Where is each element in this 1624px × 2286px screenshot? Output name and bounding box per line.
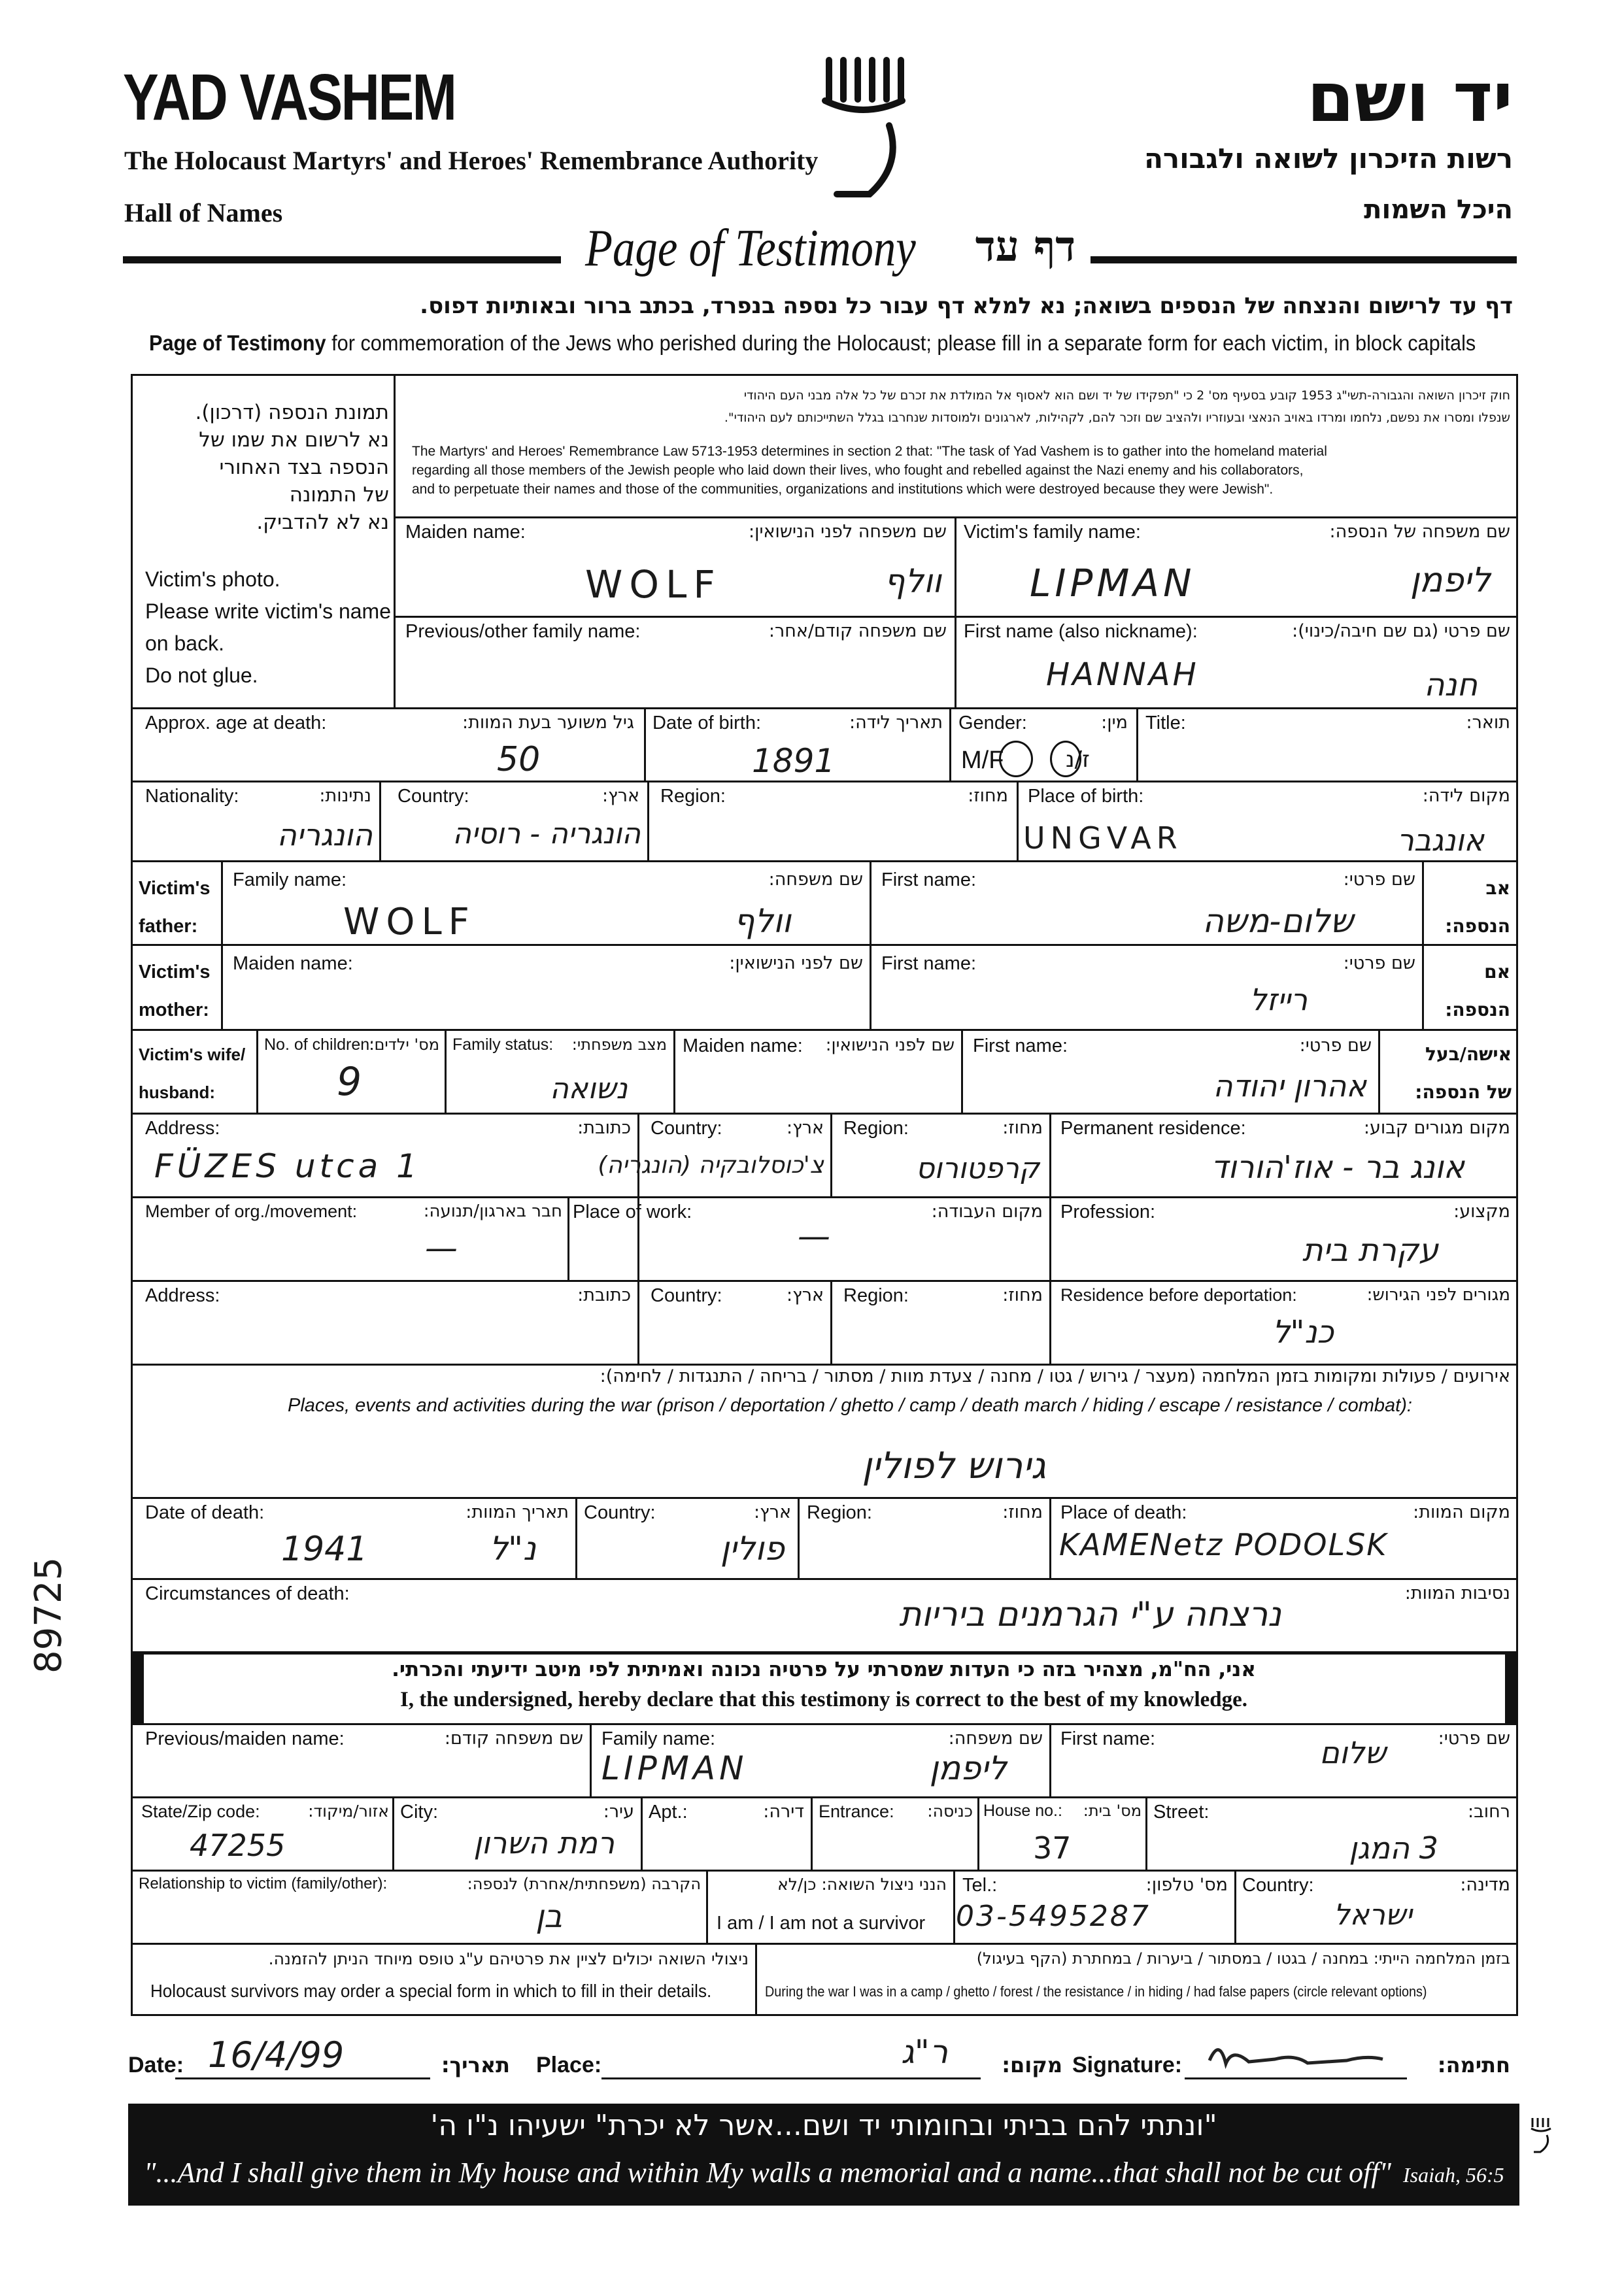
- dob-value[interactable]: 1891: [752, 742, 836, 780]
- rule-row-death-top: [131, 1497, 1518, 1499]
- mother-row-label-en: [139, 953, 211, 1029]
- pob-value-en[interactable]: UNGVAR: [1023, 820, 1183, 856]
- mother-row-en-1: Victim's: [139, 962, 211, 983]
- father-row-he-2: הנספה:: [1445, 915, 1510, 937]
- rule-zip-1: [392, 1796, 394, 1870]
- rule-age-1: [644, 707, 646, 781]
- authority-he: רשות הזיכרון לשואה ולגבורה: [1144, 143, 1513, 175]
- rule-rel-1: [706, 1870, 708, 1943]
- hall-of-names-en: Hall of Names: [124, 198, 283, 227]
- maiden-name-value-he[interactable]: וולף: [884, 562, 941, 600]
- banner-he: "ונתתי להם בביתי ובחומותי יד ושם...אשר לא יכרת" ישעיהו נ"ו ה': [430, 2109, 1217, 2142]
- circ-label-en: Circumstances of death:: [145, 1583, 350, 1604]
- mother-maiden-label-he: שם לפני הנישואין:: [729, 953, 863, 973]
- sub-family-value-he[interactable]: ליפמן: [929, 1749, 1007, 1787]
- rule-spouse-4: [961, 1029, 963, 1113]
- date-label-he: תאריך:: [441, 2053, 510, 2077]
- work-label-he: מקום העבודה:: [931, 1202, 1043, 1222]
- photo-en-2: Please write victim's name: [145, 599, 391, 623]
- photo-he-3: הנספה בצד האחורי: [219, 456, 389, 479]
- rule-row-war-top: [131, 1364, 1518, 1366]
- house-label-he: מס' בית:: [1083, 1802, 1142, 1820]
- house-value[interactable]: 37: [1033, 1830, 1072, 1866]
- spouse-first-label-he: שם פרטי:: [1299, 1035, 1372, 1056]
- date-value[interactable]: 16/4/99: [208, 2034, 345, 2076]
- sub-first-label-en: First name:: [1060, 1728, 1156, 1749]
- children-value[interactable]: 9: [337, 1059, 362, 1105]
- country-value[interactable]: הונגריה - רוסיה: [452, 817, 641, 850]
- member-value[interactable]: —: [425, 1229, 458, 1267]
- house-label-en: House no.:: [983, 1802, 1062, 1820]
- mother-row-he-1: אם: [1484, 961, 1510, 983]
- addr2-region-label-he: מחוז:: [1002, 1285, 1043, 1305]
- death-date-value-he[interactable]: נ"ל: [489, 1530, 536, 1568]
- age-label-en: Approx. age at death:: [145, 713, 327, 733]
- gender-female-circle: [999, 741, 1033, 777]
- rule-addr1-2: [830, 1113, 832, 1196]
- banner-en: "...And I shall give them in My house and within My walls a memorial and a name...that shall not be cut off": [144, 2157, 1391, 2189]
- mother-row-label-he: [1425, 953, 1510, 1029]
- children-label-en: No. of children:: [264, 1035, 375, 1054]
- spouse-first-label-en: First name:: [973, 1035, 1068, 1056]
- family-name-label-he: שם משפחה של הנספה:: [1329, 522, 1510, 542]
- street-label-en: Street:: [1153, 1802, 1210, 1823]
- spouse-maiden-label-he: שם לפני הנישואין:: [825, 1035, 955, 1055]
- city-value[interactable]: רמת השרון: [473, 1825, 615, 1860]
- sub-country-label-he: מדינה:: [1460, 1875, 1510, 1895]
- pob-value-he[interactable]: אונגבר: [1396, 822, 1484, 858]
- mother-first-label-he: שם פרטי:: [1343, 953, 1415, 973]
- addr1-region-label-en: Region:: [843, 1118, 909, 1139]
- gender-he-circle: [1050, 741, 1081, 777]
- rule-zip-4: [977, 1796, 979, 1870]
- death-place-label-en: Place of death:: [1060, 1502, 1187, 1523]
- war-status-en: During the war I was in a camp / ghetto / forest / the resistance / in hiding / had false papers (circle relevant options): [765, 1983, 1427, 2000]
- intro-he: דף עד לרישום והנצחה של הנספים בשואה; נא למלא דף עבור כל נספה בנפרד, בכתב ברור ובאותיות דפוס.: [420, 293, 1513, 319]
- before-deport-label-en: Residence before deportation:: [1060, 1285, 1297, 1305]
- entrance-label-en: Entrance:: [819, 1802, 894, 1821]
- region-label-he: מחוז:: [968, 786, 1008, 806]
- death-date-value[interactable]: 1941: [281, 1530, 368, 1569]
- rel-value[interactable]: בן: [535, 1898, 562, 1935]
- spouse-row-en-2: husband:: [139, 1083, 215, 1102]
- rule-row-zip-top: [131, 1796, 1518, 1798]
- death-country-label-he: ארץ:: [754, 1502, 791, 1522]
- rule-age-3: [1136, 707, 1138, 781]
- death-country-value[interactable]: פולין: [720, 1530, 785, 1568]
- mother-row-he-2: הנספה:: [1445, 999, 1510, 1020]
- first-name-value-he[interactable]: חנה: [1424, 667, 1478, 703]
- banner-en-wrap: [144, 2156, 1504, 2189]
- rule-note-1: [755, 1943, 757, 2016]
- profession-value[interactable]: עקרת בית: [1302, 1232, 1438, 1269]
- sub-family-label-he: שם משפחה:: [948, 1728, 1043, 1749]
- zip-value[interactable]: 47255: [190, 1828, 286, 1863]
- spouse-row-he-2: של הנספה:: [1415, 1081, 1512, 1103]
- addr2-country-label-en: Country:: [651, 1285, 722, 1306]
- addr1-country-value[interactable]: צ'כוסלובקיה (הונגריה): [598, 1152, 824, 1179]
- profession-label-en: Profession:: [1060, 1202, 1156, 1222]
- work-value[interactable]: —: [798, 1217, 830, 1255]
- rule-row-addr2-top: [131, 1280, 1518, 1282]
- sub-prev-label-he: שם משפחה קודם:: [444, 1728, 583, 1749]
- death-place-value[interactable]: KAMENetz PODOLSK: [1059, 1527, 1388, 1562]
- children-label-he: מס' ילדים:: [369, 1035, 439, 1054]
- spouse-row-he-1: אישה/בעל: [1425, 1043, 1512, 1065]
- rule-row-member-top: [131, 1196, 1518, 1198]
- mother-first-label-en: First name:: [881, 953, 977, 974]
- maiden-name-label-en: Maiden name:: [405, 522, 526, 543]
- family-status-value[interactable]: נשואה: [550, 1072, 628, 1105]
- photo-instructions-en: [145, 563, 391, 692]
- title-label-he: תואר:: [1466, 713, 1510, 733]
- apt-label-en: Apt.:: [649, 1802, 688, 1823]
- rule-rel-2: [953, 1870, 955, 1943]
- law-en-1: The Martyrs' and Heroes' Remembrance Law 5713-1953 determines in section 2 that: "The task of Yad Vashem is to gather into the homeland material: [412, 444, 1327, 459]
- rel-label-he: הקרבה (משפחתית/אחרת) לנספה:: [467, 1875, 701, 1893]
- before-deport-value[interactable]: כנ"ל: [1272, 1314, 1334, 1351]
- declaration-en: I, the undersigned, hereby declare that this testimony is correct to the best of my knowledge.: [399, 1688, 1248, 1711]
- banner-ref: Isaiah, 56:5: [1402, 2163, 1504, 2187]
- rule-row-father-top: [131, 860, 1518, 862]
- hall-of-names-he: היכל השמות: [1364, 195, 1513, 225]
- father-family-value-en[interactable]: WOLF: [343, 901, 476, 943]
- photo-en-1: Victim's photo.: [145, 567, 280, 591]
- age-label-he: גיל משוער בעת המוות:: [462, 713, 634, 733]
- dob-label-he: תאריך לידה:: [849, 713, 943, 733]
- gender-label-en: Gender:: [958, 713, 1027, 733]
- addr1-region-value[interactable]: קרפטורוס: [915, 1152, 1040, 1185]
- place-label-en: Place:: [536, 2053, 602, 2077]
- father-first-label-en: First name:: [881, 869, 977, 890]
- nationality-value[interactable]: הונגריה: [277, 817, 373, 852]
- first-name-value-en[interactable]: HANNAH: [1046, 656, 1199, 693]
- rule-death-2: [798, 1497, 800, 1578]
- death-date-label-en: Date of death:: [145, 1502, 265, 1523]
- rule-sub-1: [590, 1723, 592, 1796]
- street-value[interactable]: 3 המגן: [1349, 1830, 1438, 1866]
- death-country-label-en: Country:: [584, 1502, 656, 1523]
- sub-family-label-en: Family name:: [601, 1728, 716, 1749]
- mother-row-en-2: mother:: [139, 1000, 209, 1020]
- maiden-name-label-he: שם משפחה לפני הנישואין:: [749, 522, 947, 542]
- tel-label-he: מס' טלפון:: [1145, 1875, 1228, 1895]
- family-name-label-en: Victim's family name:: [964, 522, 1141, 543]
- work-label-en: Place of work:: [573, 1202, 692, 1222]
- first-name-label-en: First name (also nickname):: [964, 621, 1198, 642]
- age-value[interactable]: 50: [497, 740, 541, 779]
- yad-vashem-logo: [817, 54, 909, 204]
- spouse-row-en-1: Victim's wife/: [139, 1045, 246, 1064]
- country-label-he: ארץ:: [602, 786, 639, 806]
- before-deport-label-he: מגורים לפני הגירוש:: [1366, 1285, 1510, 1305]
- survivors-note-he: ניצולי השואה יכולים לציין את פרטיהם ע"ג טופס מיוחד הניתן להזמנה.: [268, 1949, 749, 1968]
- family-status-label-en: Family status:: [452, 1035, 554, 1054]
- declaration-band-right: [1505, 1651, 1518, 1724]
- rule-zip-5: [1145, 1796, 1147, 1870]
- member-label-en: Member of org./movement:: [145, 1202, 358, 1221]
- death-region-label-en: Region:: [807, 1502, 872, 1523]
- perm-residence-value[interactable]: אונג בר - אוז'הורוד: [1211, 1149, 1464, 1186]
- rule-row-age-top: [131, 707, 1518, 709]
- org-name-he: יד ושם: [1307, 58, 1513, 137]
- mother-first-value[interactable]: רייזל: [1249, 982, 1308, 1017]
- death-region-label-he: מחוז:: [1002, 1502, 1043, 1522]
- addr2-label-en: Address:: [145, 1285, 220, 1306]
- law-en-2: regarding all those members of the Jewish people who laid down their lives, who fought and rebelled against the Nazi enemy and his collaborators,: [412, 463, 1304, 478]
- spouse-row-label-en: [139, 1035, 245, 1111]
- rule-declaration-top: [131, 1651, 1518, 1655]
- rule-nat-3: [1017, 781, 1019, 860]
- photo-he-1: תמונת הנספה (דרכון).: [195, 401, 389, 424]
- rule-declaration-bottom: [131, 1723, 1518, 1725]
- zip-label-he: אזור/מיקוד:: [308, 1802, 389, 1821]
- spouse-maiden-label-en: Maiden name:: [683, 1035, 803, 1056]
- city-label-en: City:: [400, 1802, 438, 1823]
- survivors-note-en: Holocaust survivors may order a special form in which to fill in their details.: [150, 1981, 712, 2001]
- sub-country-value[interactable]: ישראל: [1333, 1898, 1412, 1932]
- prev-name-label-en: Previous/other family name:: [405, 621, 641, 642]
- perm-residence-label-he: מקום מגורים קבוע:: [1363, 1118, 1510, 1138]
- apt-label-he: דירה:: [763, 1802, 804, 1822]
- rule-age-2: [949, 707, 951, 781]
- rule-spouse-3: [673, 1029, 675, 1113]
- photo-he-5: נא לא להדביק.: [256, 511, 389, 534]
- addr1-label-en: Address:: [145, 1118, 220, 1139]
- page-title-en: Page of Testimony: [585, 220, 916, 277]
- law-en-3: and to perpetuate their names and those of the communities, organizations and institutions which were destroyed because they were Jewish".: [412, 482, 1274, 497]
- rule-zip-2: [641, 1796, 643, 1870]
- rule-nat-2: [647, 781, 649, 860]
- photo-he-4: של התמונה: [289, 483, 389, 507]
- rule-rel-3: [1234, 1870, 1236, 1943]
- addr2-label-he: כתובת:: [577, 1285, 631, 1305]
- rule-spouse-5: [1378, 1029, 1380, 1113]
- region-label-en: Region:: [660, 786, 726, 807]
- rule-spouse-2: [445, 1029, 447, 1113]
- war-value[interactable]: גירוש לפולין: [862, 1445, 1046, 1487]
- addr1-region-label-he: מחוז:: [1002, 1118, 1043, 1138]
- addr1-value[interactable]: FÜZES utca 1: [154, 1147, 421, 1185]
- org-name-en: YAD VASHEM: [123, 61, 456, 134]
- perm-residence-label-en: Permanent residence:: [1060, 1118, 1246, 1139]
- spouse-first-value[interactable]: אהרון יהודה: [1213, 1068, 1366, 1103]
- war-status-he: בזמן המלחמה הייתי: במחנה / בגטו / במסתור / ביערות / במחתרת (הקף בעיגול): [976, 1949, 1510, 1968]
- place-value[interactable]: ר"ג: [901, 2033, 948, 2071]
- signature-label-en: Signature:: [1072, 2053, 1183, 2077]
- authority-en: The Holocaust Martyrs' and Heroes' Remembrance Authority: [124, 146, 819, 175]
- father-first-label-he: שם פרטי:: [1343, 869, 1415, 890]
- title-rule-left: [123, 256, 561, 263]
- rule-zip-3: [811, 1796, 813, 1870]
- place-underline: [601, 2077, 981, 2079]
- rel-label-en: Relationship to victim (family/other):: [139, 1875, 388, 1892]
- declaration-band-left: [131, 1651, 144, 1724]
- addr1-country-label-en: Country:: [651, 1118, 722, 1139]
- rule-nat-1: [379, 781, 381, 860]
- intro-en: [149, 331, 1476, 356]
- death-date-label-he: תאריך המוות:: [465, 1502, 569, 1522]
- title-label-en: Title:: [1145, 713, 1186, 733]
- family-name-value-en[interactable]: LIPMAN: [1030, 561, 1196, 605]
- father-row-he-1: אב: [1485, 877, 1510, 899]
- addr2-region-label-en: Region:: [843, 1285, 909, 1306]
- circ-label-he: נסיבות המוות:: [1404, 1583, 1510, 1604]
- law-text-he: [402, 384, 1510, 429]
- rule-death-1: [575, 1497, 577, 1578]
- nationality-label-he: נתינות:: [319, 786, 371, 806]
- addr1-country-label-he: ארץ:: [787, 1118, 824, 1138]
- photo-divider: [394, 374, 396, 707]
- rule-row-rel-top: [131, 1870, 1518, 1872]
- rule-row-circ-top: [131, 1578, 1518, 1580]
- mother-maiden-label-en: Maiden name:: [233, 953, 353, 974]
- rule-row-addr-top: [131, 1113, 1518, 1115]
- addr2-country-label-he: ארץ:: [787, 1285, 824, 1305]
- pob-label-en: Place of birth:: [1028, 786, 1144, 807]
- father-row-label-en: [139, 869, 211, 945]
- photo-en-4: Do not glue.: [145, 664, 258, 687]
- father-first-value[interactable]: שלום-משה: [1202, 902, 1353, 940]
- father-row-en-2: father:: [139, 916, 198, 937]
- circ-value[interactable]: נרצחה ע"י הגרמנים ביריות: [899, 1595, 1281, 1634]
- father-family-value-he[interactable]: וולף: [734, 902, 791, 940]
- country-label-en: Country:: [398, 786, 469, 807]
- sub-family-value-en[interactable]: LIPMAN: [601, 1749, 748, 1787]
- maiden-name-value-en[interactable]: WOLF: [585, 562, 722, 607]
- intro-en-text: for commemoration of the Jews who perished during the Holocaust; please fill in a separate form for each victim, in block capitals: [326, 331, 1476, 355]
- intro-en-bold: Page of Testimony: [149, 331, 326, 355]
- sub-prev-label-en: Previous/maiden name:: [145, 1728, 345, 1749]
- survivor-label-en[interactable]: I am / I am not a survivor: [717, 1913, 926, 1934]
- sub-first-label-he: שם פרטי:: [1438, 1728, 1510, 1749]
- father-family-label-he: שם משפחה:: [768, 869, 863, 890]
- place-label-he: מקום:: [1002, 2053, 1062, 2077]
- rule-sub-2: [1049, 1723, 1051, 1796]
- small-logo-mark: [1530, 2115, 1552, 2155]
- law-he-1: חוק זיכרון השואה והגבורה-תשי"ג 1953 קובע בסעיף מס' 2 כי "תפקידו של יד ושם הוא לאסוף אל המולדת את זכרם של כל אלה מבני העם היהודי: [743, 388, 1510, 403]
- father-row-en-1: Victim's: [139, 878, 211, 899]
- survivor-label-he: הנני ניצול השואה: כן/לא: [777, 1875, 947, 1894]
- title-rule-right: [1091, 256, 1517, 263]
- gender-value-he[interactable]: ז/נ: [1066, 747, 1090, 773]
- rule-addr2-1: [637, 1280, 639, 1364]
- rule-addr2-2: [830, 1280, 832, 1364]
- law-text-en: [412, 442, 1517, 499]
- rule-death-3: [1049, 1497, 1051, 1578]
- rule-addr2-3: [1049, 1280, 1051, 1364]
- photo-he-2: נא לרשום את שמו של: [199, 428, 389, 452]
- rule-name-mid: [955, 516, 956, 707]
- rule-row-spouse-top: [131, 1029, 1518, 1031]
- family-status-label-he: מצב משפחתי:: [571, 1035, 667, 1054]
- entrance-label-he: כניסה:: [927, 1802, 973, 1821]
- member-label-he: חבר בארגון/תנועה:: [423, 1202, 562, 1221]
- signature-label-he: חתימה:: [1437, 2053, 1510, 2077]
- tel-value[interactable]: 03-5495287: [956, 1900, 1151, 1933]
- family-name-value-he[interactable]: ליפמן: [1410, 561, 1491, 600]
- gender-value[interactable]: M/F: [961, 747, 1004, 774]
- sub-country-label-en: Country:: [1242, 1875, 1314, 1896]
- law-he-2: שנפלו ומסרו את נפשם, נלחמו ומרדו באויב הנאצי ובעוזריו ולהציב שם וזכר להם, לקהילות, לארגונים ולמוסדות שנחרבו בגלל השתייכותם לעם היהודי".: [724, 411, 1510, 425]
- rule-row-mother-top: [131, 944, 1518, 946]
- gender-label-he: מין:: [1101, 713, 1128, 733]
- zip-label-en: State/Zip code:: [141, 1802, 260, 1821]
- rule-row-note-top: [131, 1943, 1518, 1945]
- nationality-label-en: Nationality:: [145, 786, 239, 807]
- photo-en-3: on back.: [145, 631, 224, 655]
- father-family-label-en: Family name:: [233, 869, 347, 890]
- tel-label-en: Tel.:: [962, 1875, 998, 1896]
- declaration-he: אני, הח"מ, מצהיר בזה כי העדות שמסרתי על פרטיה נכונה ואמיתית לפי מיטב ידיעתי והכרתי.: [392, 1658, 1256, 1681]
- father-row-label-he: [1425, 869, 1510, 945]
- spouse-row-label-he: [1381, 1035, 1512, 1111]
- first-name-label-he: שם פרטי (גם שם חיבה/כינוי):: [1292, 621, 1510, 641]
- page-title-he: דף עד: [975, 222, 1075, 271]
- dob-label-en: Date of birth:: [652, 713, 762, 733]
- sub-first-value[interactable]: שלום: [1319, 1735, 1386, 1770]
- street-label-he: רחוב:: [1468, 1802, 1510, 1822]
- rule-spouse-1: [256, 1029, 258, 1113]
- photo-instructions-he: [137, 399, 389, 536]
- death-place-label-he: מקום המוות:: [1413, 1502, 1510, 1522]
- rule-row-nat-top: [131, 781, 1518, 782]
- war-label-en: Places, events and activities during the war (prison / deportation / ghetto / camp / death march / hiding / escape / resistance / combat):: [288, 1395, 1412, 1416]
- rule-name-mid-h: [394, 616, 1518, 618]
- signature-scribble[interactable]: [1196, 2034, 1393, 2080]
- date-underline: [175, 2077, 430, 2079]
- pob-label-he: מקום לידה:: [1422, 786, 1510, 806]
- war-label-he: אירועים / פעולות ומקומות בזמן המלחמה (מעצר / גירוש / גטו / מחנה / צעדת מוות / מסתור / בריחה / התנגדות / לחימה):: [600, 1366, 1510, 1387]
- addr1-label-he: כתובת:: [577, 1118, 631, 1138]
- date-label-en: Date:: [128, 2053, 184, 2077]
- rule-member-1: [567, 1196, 569, 1280]
- city-label-he: עיר:: [603, 1802, 634, 1822]
- archive-number: 89725: [27, 1556, 70, 1673]
- profession-label-he: מקצוע:: [1453, 1202, 1510, 1222]
- prev-name-label-he: שם משפחה קודם/אחר:: [768, 621, 947, 641]
